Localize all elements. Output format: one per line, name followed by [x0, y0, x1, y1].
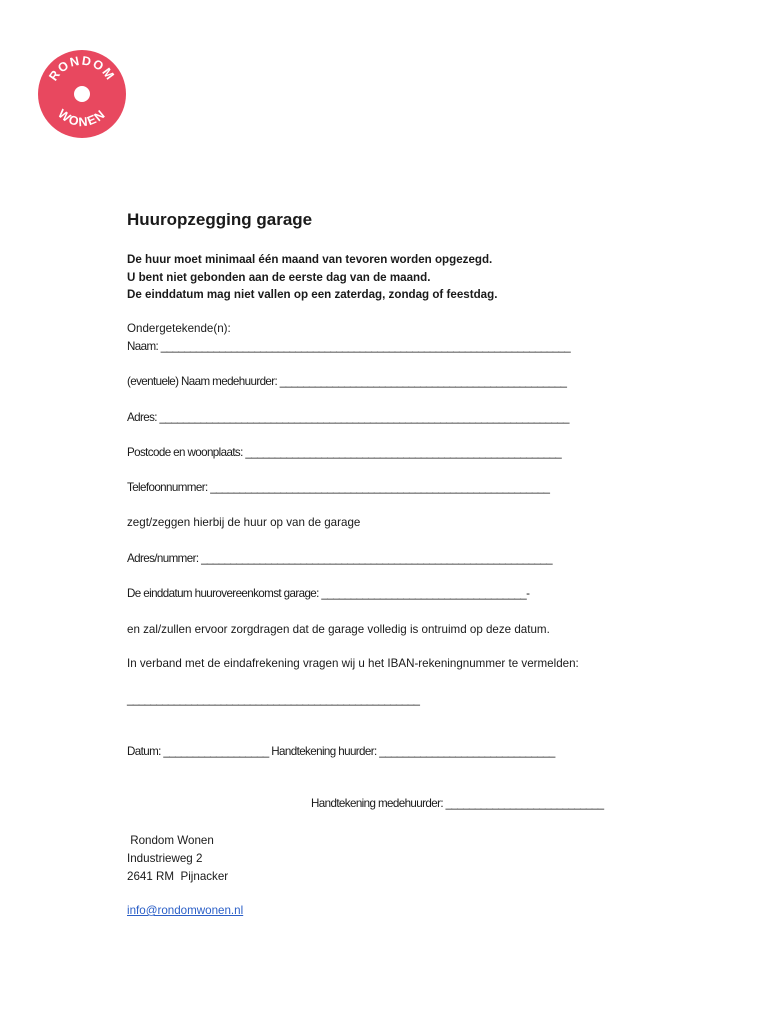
medehuurder-field[interactable]: (eventuele) Naam medehuurder: _________________________________________________ [127, 375, 567, 388]
handtekening-medehuurder-field[interactable]: Handtekening medehuurder: ___________________________ [311, 797, 604, 810]
logo-text-bottom: WONEN [55, 106, 109, 130]
iban-field[interactable]: __________________________________________________ [127, 693, 420, 706]
adres-nummer-field[interactable]: Adres/nummer: ____________________________________________________________ [127, 552, 552, 565]
naam-field[interactable]: Naam: ______________________________________________________________________ [127, 340, 571, 353]
intro-block [127, 251, 497, 304]
address-name: Rondom Wonen [127, 834, 214, 847]
address-city: 2641 RM Pijnacker [127, 870, 229, 883]
telefoon-field[interactable]: Telefoonnummer: __________________________________________________________ [127, 481, 550, 494]
intro-line: De einddatum mag niet vallen op een zaterdag, zondag of feestdag. [127, 288, 498, 302]
ontruiming-text: en zal/zullen ervoor zorgdragen dat de garage volledig is ontruimd op deze datum. [127, 623, 550, 636]
datum-handtekening-field[interactable]: Datum: __________________ Handtekening huurder: ______________________________ [127, 745, 555, 758]
ondergetekende-label: Ondergetekende(n): [127, 322, 231, 335]
postcode-field[interactable]: Postcode en woonplaats: ______________________________________________________ [127, 446, 562, 459]
zegt-text: zegt/zeggen hierbij de huur op van de garage [127, 516, 361, 529]
email-link[interactable]: info@rondomwonen.nl [127, 904, 244, 917]
sender-address [127, 832, 228, 886]
rondom-wonen-logo [36, 48, 128, 140]
logo-text-top: RONDOM [46, 53, 118, 84]
iban-instruction: In verband met de eindafrekening vragen wij u het IBAN-rekeningnummer te vermelden: [127, 657, 579, 670]
adres-field[interactable]: Adres: ______________________________________________________________________ [127, 411, 569, 424]
document-title: Huuropzegging garage [127, 210, 313, 229]
intro-line: De huur moet minimaal één maand van tevoren worden opgezegd. [127, 253, 493, 266]
intro-line: U bent niet gebonden aan de eerste dag van de maand. [127, 270, 431, 284]
einddatum-field[interactable]: De einddatum huurovereenkomst garage: ___________________________________- [127, 587, 530, 600]
address-street: Industrieweg 2 [127, 852, 203, 865]
